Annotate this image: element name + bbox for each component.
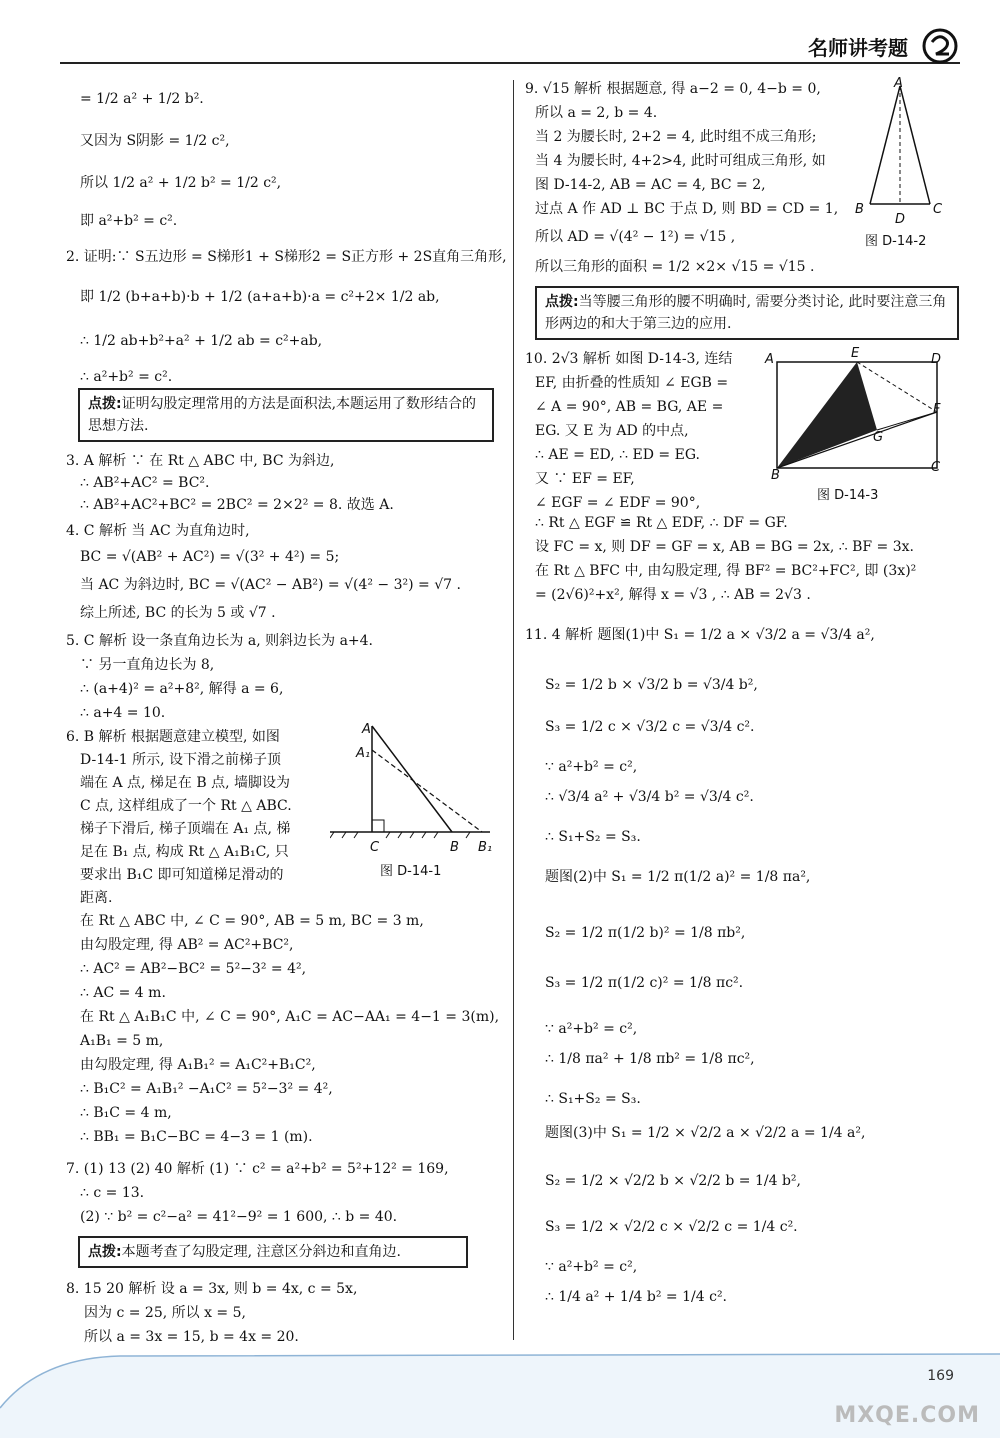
text-line: 因为 c = 25, 所以 x = 5, [84, 1305, 246, 1321]
text-line: 综上所述, BC 的长为 5 或 √7 . [80, 605, 276, 621]
fig3-label-g: G [873, 430, 884, 445]
tip-label: 点拨: [545, 294, 579, 310]
text-line: ∴ 1/8 πa² + 1/8 πb² = 1/8 πc², [545, 1051, 755, 1067]
text-line: ∴ AE = ED, ∴ ED = EG. [535, 447, 700, 463]
text-line: S₂ = 1/2 π(1/2 b)² = 1/8 πb², [545, 925, 746, 941]
text-line: ∴ B₁C = 4 m, [80, 1105, 172, 1121]
text-line: 即 1/2 (b+a+b)·b + 1/2 (a+a+b)·a = c²+2× 1/2 ab, [80, 289, 440, 305]
text-line: 9. √15 解析 根据题意, 得 a−2 = 0, 4−b = 0, [525, 81, 821, 97]
text-line: 距离. [80, 890, 113, 906]
text-line: 又因为 S阴影 = 1/2 c², [80, 133, 230, 149]
text-line: 要求出 B₁C 即可知道梯足滑动的 [80, 867, 284, 883]
fig1-label-a: A [362, 722, 371, 737]
text-line: S₂ = 1/2 × √2/2 b × √2/2 b = 1/4 b², [545, 1173, 801, 1189]
text-line: 在 Rt △ ABC 中, ∠ C = 90°, AB = 5 m, BC = 3 m, [80, 913, 424, 929]
text-line: 所以 1/2 a² + 1/2 b² = 1/2 c², [80, 175, 282, 191]
fig2-label-b: B [855, 202, 864, 217]
text-line: (2) ∵ b² = c²−a² = 41²−9² = 1 600, ∴ b = 40. [80, 1209, 398, 1225]
text-line: ∴ Rt △ EGF ≌ Rt △ EDF, ∴ DF = GF. [535, 515, 788, 531]
text-line: 题图(3)中 S₁ = 1/2 × √2/2 a × √2/2 a = 1/4 a², [545, 1125, 866, 1141]
q1-continued [80, 90, 281, 242]
q10-text [525, 350, 732, 518]
text-line: 图 D-14-2, AB = AC = 4, BC = 2, [535, 177, 766, 193]
text-line: ∴ AB²+AC²+BC² = 2BC² = 2×2² = 8. 故选 A. [80, 497, 394, 513]
watermark: MXQE.COM [834, 1403, 980, 1428]
q9-block [525, 80, 838, 286]
fig3-label-e: E [851, 346, 860, 361]
q10-solution [535, 514, 916, 610]
text-line: S₃ = 1/2 π(1/2 c)² = 1/8 πc². [545, 975, 744, 991]
text-line: BC = √(AB² + AC²) = √(3² + 4²) = 5; [80, 549, 340, 565]
brand-logo-icon [920, 26, 960, 66]
text-line: 当 4 为腰长时, 4+2>4, 此时可组成三角形, 如 [535, 153, 826, 169]
text-line: 当 AC 为斜边时, BC = √(AC² − AB²) = √(4² − 3²) = √7 . [80, 577, 461, 593]
text-line: 由勾股定理, 得 AB² = AC²+BC², [80, 937, 294, 953]
text-line: ∴ c = 13. [80, 1185, 145, 1201]
text-line: 7. (1) 13 (2) 40 解析 (1) ∵ c² = a²+b² = 5²+12² = 169, [66, 1161, 449, 1177]
text-line: ∴ BB₁ = B₁C−BC = 4−3 = 1 (m). [80, 1129, 313, 1145]
q6-text [66, 728, 292, 912]
tip-label: 点拨: [88, 396, 122, 412]
text-line: 端在 A 点, 梯足在 B 点, 墙脚设为 [80, 775, 290, 791]
fig3-caption: 图 D-14-3 [817, 488, 879, 503]
tip-label: 点拨: [88, 1244, 122, 1260]
text-line: = 1/2 a² + 1/2 b². [80, 91, 204, 107]
text-line: 8. 15 20 解析 设 a = 3x, 则 b = 4x, c = 5x, [66, 1281, 358, 1297]
text-line: ∴ S₁+S₂ = S₃. [545, 1091, 641, 1107]
text-line: ∵ a²+b² = c², [545, 759, 638, 775]
text-line: ∠ EGF = ∠ EDF = 90°, [535, 495, 701, 511]
text-line: ∴ AC = 4 m. [80, 985, 166, 1001]
text-line: ∵ 另一直角边长为 8, [80, 657, 215, 673]
text-line: ∴ a+4 = 10. [80, 705, 166, 721]
tip-text: 证明勾股定理常用的方法是面积法,本题运用了数形结合的思想方法. [88, 396, 477, 434]
tip-text: 本题考查了勾股定理, 注意区分斜边和直角边. [121, 1244, 401, 1260]
text-line: ∴ √3/4 a² + √3/4 b² = √3/4 c². [545, 789, 754, 805]
q6-solution [80, 912, 499, 1152]
figure-d-14-1 [330, 720, 500, 850]
text-line: ∴ B₁C² = A₁B₁² −A₁C² = 5²−3² = 4², [80, 1081, 333, 1097]
page-number: 169 [927, 1368, 954, 1384]
fig2-label-a: A [894, 76, 903, 91]
text-line: ∴ 1/2 ab+b²+a² + 1/2 ab = c²+ab, [80, 333, 323, 349]
fig2-caption: 图 D-14-2 [865, 234, 927, 249]
text-line: ∵ a²+b² = c², [545, 1021, 638, 1037]
text-line: ∠ A = 90°, AB = BG, AE = [535, 399, 724, 415]
page-header [60, 30, 960, 64]
text-line: C 点, 这样组成了一个 Rt △ ABC. [80, 798, 292, 814]
text-line: 6. B 解析 根据题意建立模型, 如图 [66, 729, 280, 745]
text-line: EF, 由折叠的性质知 ∠ EGB = [535, 375, 729, 391]
text-line: ∴ AB²+AC² = BC². [80, 475, 210, 491]
text-line: 当 2 为腰长时, 2+2 = 4, 此时组不成三角形; [535, 129, 817, 145]
q2-block [66, 248, 507, 396]
fig3-label-a: A [765, 352, 774, 367]
text-line: 所以 a = 3x = 15, b = 4x = 20. [84, 1329, 299, 1345]
q3-block [66, 452, 394, 518]
text-line: 由勾股定理, 得 A₁B₁² = A₁C²+B₁C², [80, 1057, 316, 1073]
q8-block [66, 1280, 357, 1352]
text-line: 即 a²+b² = c². [80, 213, 178, 229]
fig2-label-d: D [895, 212, 906, 227]
q11-block [525, 626, 875, 1318]
fig1-label-c: C [370, 840, 380, 855]
fig3-label-c: C [931, 460, 941, 475]
text-line: 所以三角形的面积 = 1/2 ×2× √15 = √15 . [535, 259, 815, 275]
tip-box-3 [535, 286, 959, 340]
text-line: 梯子下滑后, 梯子顶端在 A₁ 点, 梯 [80, 821, 291, 837]
text-line: 设 FC = x, 则 DF = GF = x, AB = BG = 2x, ∴ BF = 3x. [535, 539, 914, 555]
text-line: ∴ (a+4)² = a²+8², 解得 a = 6, [80, 681, 284, 697]
fig2-label-c: C [933, 202, 943, 217]
text-line: 在 Rt △ A₁B₁C 中, ∠ C = 90°, A₁C = AC−AA₁ = 4−1 = 3(m), [80, 1009, 500, 1025]
brand-title: 名师讲考题 [808, 36, 908, 60]
text-line: 10. 2√3 解析 如图 D-14-3, 连结 [525, 351, 733, 367]
text-line: 足在 B₁ 点, 构成 Rt △ A₁B₁C, 只 [80, 844, 289, 860]
text-line: 3. A 解析 ∵ 在 Rt △ ABC 中, BC 为斜边, [66, 453, 335, 469]
text-line: D-14-1 所示, 设下滑之前梯子顶 [80, 752, 282, 768]
text-line: 又 ∵ EF = EF, [535, 471, 635, 487]
column-divider [513, 80, 514, 1340]
text-line: S₂ = 1/2 b × √3/2 b = √3/4 b², [545, 677, 758, 693]
q5-block [66, 632, 373, 728]
text-line: 题图(2)中 S₁ = 1/2 π(1/2 a)² = 1/8 πa², [545, 869, 811, 885]
fig1-caption: 图 D-14-1 [380, 864, 442, 879]
text-line: ∴ AC² = AB²−BC² = 5²−3² = 4², [80, 961, 307, 977]
text-line: 过点 A 作 AD ⊥ BC 于点 D, 则 BD = CD = 1, [535, 201, 839, 217]
tip-box-1 [78, 388, 494, 442]
tip-box-2 [78, 1236, 468, 1268]
text-line: S₃ = 1/2 × √2/2 c × √2/2 c = 1/4 c². [545, 1219, 798, 1235]
text-line: = (2√6)²+x², 解得 x = √3 , ∴ AB = 2√3 . [535, 587, 811, 603]
fig3-label-f: F [933, 402, 941, 417]
fig1-label-a1: A₁ [356, 746, 371, 761]
text-line: ∴ a²+b² = c². [80, 369, 173, 385]
q4-block [66, 522, 461, 628]
fig3-label-d: D [931, 352, 942, 367]
text-line: A₁B₁ = 5 m, [80, 1033, 164, 1049]
tip-text: 当等腰三角形的腰不明确时, 需要分类讨论, 此时要注意三角形两边的和大于第三边的应用. [545, 294, 947, 332]
text-line: 所以 AD = √(4² − 1²) = √15 , [535, 229, 736, 245]
text-line: ∴ 1/4 a² + 1/4 b² = 1/4 c². [545, 1289, 727, 1305]
text-line: S₃ = 1/2 c × √3/2 c = √3/4 c². [545, 719, 755, 735]
text-line: ∴ S₁+S₂ = S₃. [545, 829, 641, 845]
text-line: 所以 a = 2, b = 4. [535, 105, 658, 121]
text-line: 在 Rt △ BFC 中, 由勾股定理, 得 BF² = BC²+FC², 即 (3x)² [535, 563, 917, 579]
text-line: 4. C 解析 当 AC 为直角边时, [66, 523, 250, 539]
figure-d-14-2 [860, 80, 940, 210]
fig1-label-b1: B₁ [478, 840, 493, 855]
fig1-label-b: B [450, 840, 459, 855]
text-line: 5. C 解析 设一条直角边长为 a, 则斜边长为 a+4. [66, 633, 374, 649]
text-line: 11. 4 解析 题图(1)中 S₁ = 1/2 a × √3/2 a = √3/4 a², [525, 627, 875, 643]
text-line: ∵ a²+b² = c², [545, 1259, 638, 1275]
text-line: EG. 又 E 为 AD 的中点, [535, 423, 689, 439]
q7-block [66, 1160, 449, 1232]
figure-d-14-3 [773, 358, 943, 478]
text-line: 2. 证明:∵ S五边形 = S梯形1 + S梯形2 = S正方形 + 2S直角三角形, [66, 249, 507, 265]
fig3-label-b: B [771, 468, 780, 483]
